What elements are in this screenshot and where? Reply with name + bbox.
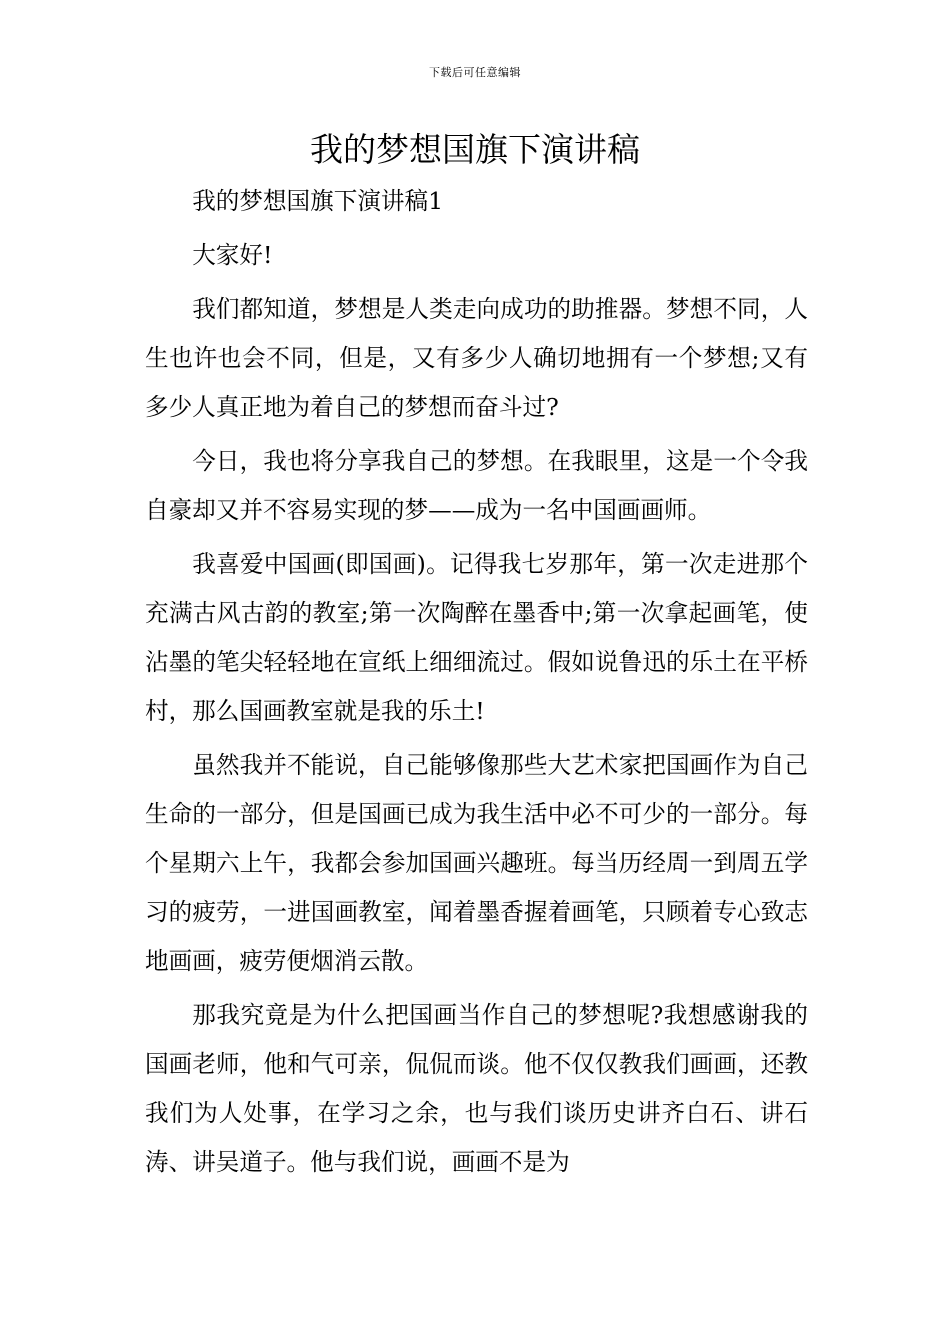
- paragraph-greeting: 大家好!: [192, 241, 273, 269]
- paragraph: 我们都知道，梦想是人类走向成功的助推器。梦想不同，人生也许也会不同，但是，又有多少人确切地拥有一个梦想;又有多少人真正地为着自己的梦想而奋斗过?: [145, 295, 808, 421]
- paragraph: 那我究竟是为什么把国画当作自己的梦想呢?我想感谢我的国画老师，他和气可亲，侃侃而谈。他不仅仅教我们画画，还教我们为人处事，在学习之余，也与我们谈历史讲齐白石、讲石涛、讲吴道子。他与我们说，画画不是为: [145, 1001, 808, 1176]
- paragraph: 我喜爱中国画(即国画)。记得我七岁那年，第一次走进那个充满古风古韵的教室;第一次陶醉在墨香中;第一次拿起画笔，使沾墨的笔尖轻轻地在宣纸上细细流过。假如说鲁迅的乐土在平桥村，那么国画教室就是我的乐土!: [145, 550, 808, 725]
- paragraph-subtitle: 我的梦想国旗下演讲稿1: [192, 187, 444, 215]
- header-note: 下载后可任意编辑: [429, 66, 521, 79]
- paragraph: 今日，我也将分享我自己的梦想。在我眼里，这是一个令我自豪却又并不容易实现的梦——成为一名中国画画师。: [145, 447, 808, 524]
- document-body: [145, 177, 808, 1192]
- paragraph: 虽然我并不能说，自己能够像那些大艺术家把国画作为自己生命的一部分，但是国画已成为我生活中必不可少的一部分。每个星期六上午，我都会参加国画兴趣班。每当历经周一到周五学习的疲劳，一进国画教室，闻着墨香握着画笔，只顾着专心致志地画画，疲劳便烟消云散。: [145, 751, 808, 975]
- document-title: 我的梦想国旗下演讲稿: [310, 130, 640, 169]
